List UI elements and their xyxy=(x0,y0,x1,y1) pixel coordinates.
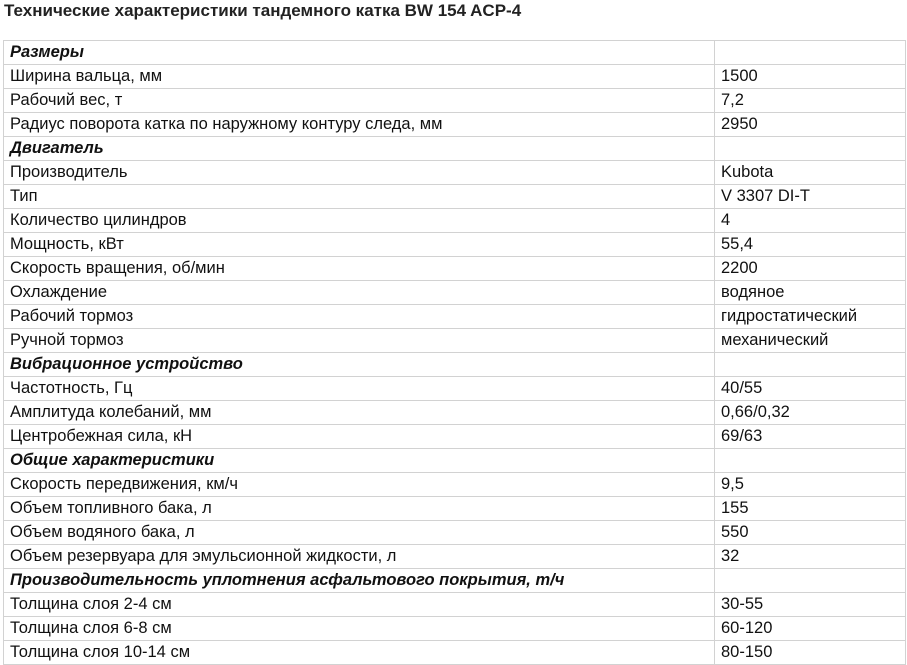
spec-value: гидростатический xyxy=(715,305,906,329)
spec-label: Толщина слоя 2-4 см xyxy=(4,593,715,617)
table-row xyxy=(4,473,906,497)
spec-value: 9,5 xyxy=(715,473,906,497)
section-empty-cell xyxy=(715,41,906,65)
section-title: Двигатель xyxy=(4,137,715,161)
section-header-row xyxy=(4,353,906,377)
spec-label: Объем резервуара для эмульсионной жидкости, л xyxy=(4,545,715,569)
table-row xyxy=(4,257,906,281)
spec-label: Скорость передвижения, км/ч xyxy=(4,473,715,497)
spec-label: Частотность, Гц xyxy=(4,377,715,401)
spec-label: Охлаждение xyxy=(4,281,715,305)
table-row xyxy=(4,377,906,401)
spec-value: 4 xyxy=(715,209,906,233)
table-row xyxy=(4,233,906,257)
spec-value: 0,66/0,32 xyxy=(715,401,906,425)
spec-value: 7,2 xyxy=(715,89,906,113)
spec-label: Рабочий вес, т xyxy=(4,89,715,113)
section-empty-cell xyxy=(715,137,906,161)
spec-value: V 3307 DI-T xyxy=(715,185,906,209)
section-title: Вибрационное устройство xyxy=(4,353,715,377)
spec-label: Ручной тормоз xyxy=(4,329,715,353)
spec-value: 32 xyxy=(715,545,906,569)
table-row xyxy=(4,545,906,569)
spec-label: Мощность, кВт xyxy=(4,233,715,257)
spec-label: Тип xyxy=(4,185,715,209)
spec-label: Объем топливного бака, л xyxy=(4,497,715,521)
table-row xyxy=(4,185,906,209)
spec-value: водяное xyxy=(715,281,906,305)
spec-value: 40/55 xyxy=(715,377,906,401)
table-row xyxy=(4,521,906,545)
table-row xyxy=(4,641,906,665)
spec-value: 60-120 xyxy=(715,617,906,641)
section-header-row xyxy=(4,137,906,161)
section-title: Общие характеристики xyxy=(4,449,715,473)
table-row xyxy=(4,209,906,233)
spec-value: 55,4 xyxy=(715,233,906,257)
spec-label: Амплитуда колебаний, мм xyxy=(4,401,715,425)
spec-label: Рабочий тормоз xyxy=(4,305,715,329)
spec-label: Количество цилиндров xyxy=(4,209,715,233)
spec-value: 1500 xyxy=(715,65,906,89)
spec-label: Толщина слоя 10-14 см xyxy=(4,641,715,665)
spec-value: 550 xyxy=(715,521,906,545)
section-header-row xyxy=(4,569,906,593)
spec-label: Скорость вращения, об/мин xyxy=(4,257,715,281)
spec-value: 2950 xyxy=(715,113,906,137)
spec-value: 155 xyxy=(715,497,906,521)
table-row xyxy=(4,425,906,449)
spec-label: Радиус поворота катка по наружному контуру следа, мм xyxy=(4,113,715,137)
table-row xyxy=(4,401,906,425)
table-row xyxy=(4,161,906,185)
table-row xyxy=(4,305,906,329)
table-row xyxy=(4,617,906,641)
spec-value: 2200 xyxy=(715,257,906,281)
table-row xyxy=(4,89,906,113)
table-row xyxy=(4,281,906,305)
spec-label: Ширина вальца, мм xyxy=(4,65,715,89)
spec-value: Kubota xyxy=(715,161,906,185)
spec-label: Толщина слоя 6-8 см xyxy=(4,617,715,641)
spec-label: Производитель xyxy=(4,161,715,185)
table-row xyxy=(4,497,906,521)
table-row xyxy=(4,329,906,353)
table-row xyxy=(4,593,906,617)
section-title: Производительность уплотнения асфальтового покрытия, т/ч xyxy=(4,569,715,593)
spec-value: 30-55 xyxy=(715,593,906,617)
spec-label: Центробежная сила, кН xyxy=(4,425,715,449)
section-empty-cell xyxy=(715,569,906,593)
spec-label: Объем водяного бака, л xyxy=(4,521,715,545)
table-row xyxy=(4,113,906,137)
section-empty-cell xyxy=(715,449,906,473)
spec-value: 80-150 xyxy=(715,641,906,665)
section-header-row xyxy=(4,41,906,65)
section-empty-cell xyxy=(715,353,906,377)
spec-value: механический xyxy=(715,329,906,353)
table-row xyxy=(4,65,906,89)
section-header-row xyxy=(4,449,906,473)
spec-value: 69/63 xyxy=(715,425,906,449)
spec-table-body xyxy=(4,41,906,665)
page-title: Технические характеристики тандемного катка BW 154 ACP-4 xyxy=(4,1,522,20)
spec-table xyxy=(3,40,906,665)
section-title: Размеры xyxy=(4,41,715,65)
